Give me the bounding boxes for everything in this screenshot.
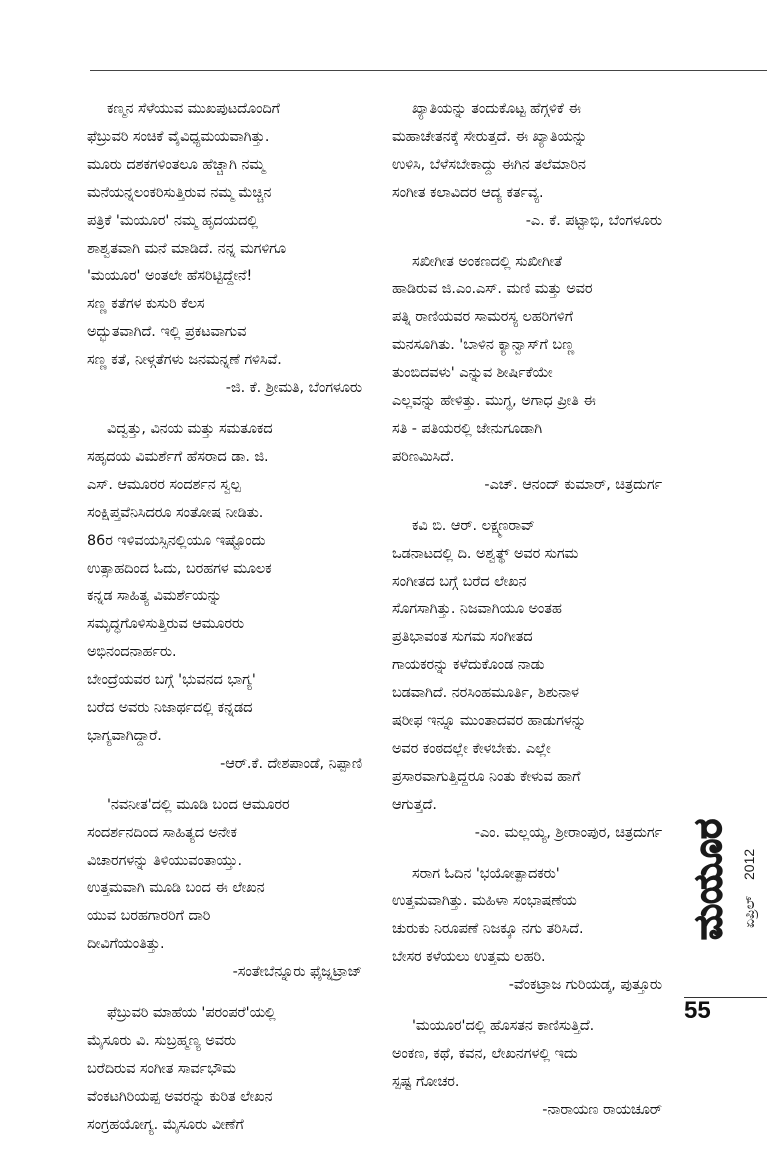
letter-signature: -ಜಿ. ಕೆ. ಶ್ರೀಮತಿ, ಬೆಂಗಳೂರು (225, 380, 362, 397)
top-rule (90, 70, 767, 71)
letter-line: 86ರ ಇಳಿವಯಸ್ಸಿನಲ್ಲಿಯೂ ಇಷ್ಟೊಂದು (87, 532, 266, 549)
letter-line: ಅದ್ಭುತವಾಗಿದೆ. ಇಲ್ಲಿ ಪ್ರಕಟವಾಗುವ (87, 324, 247, 341)
letter-line: ಉಳಿಸಿ, ಬೆಳೆಸಬೇಕಾದ್ದು ಈಗಿನ ತಲೆಮಾರಿನ (392, 156, 586, 173)
letter-line: ಸಹೃದಯ ವಿಮರ್ಶೆಗೆ ಹೆಸರಾದ ಡಾ. ಜಿ. (87, 448, 269, 465)
letter-line: ಸಂಗೀತದ ಬಗ್ಗೆ ಬರೆದ ಲೇಖನ (392, 573, 527, 590)
letter-line: ಸತಿ - ಪತಿಯರಲ್ಲಿ ಜೇನುಗೂಡಾಗಿ (392, 420, 543, 437)
letter-signature: -ಸಂತೇಬೆನ್ನೂರು ಫೈಜ್ನಟ್ರಾಜ್ (232, 964, 362, 981)
letter-line: ಮನಸೂಗಿತು. 'ಬಾಳಿನ ಕ್ಯಾನ್ವಾಸ್‌ಗೆ ಬಣ್ಣ (392, 337, 575, 354)
letter-line: ಸಣ್ಣ ಕತೆ, ನೀಳ್ಗತೆಗಳು ಜನಮನ್ನಣೆ ಗಳಿಸಿವೆ. (87, 352, 282, 369)
letter-signature: -ಆರ್.ಕೆ. ದೇಶಪಾಂಡೆ, ನಿಪ್ಪಾಣಿ (220, 755, 362, 772)
letter-line: ವಿದ್ವತ್ತು, ವಿನಯ ಮತ್ತು ಸಮತೂಕದ (107, 420, 273, 437)
page-number: 55 (684, 997, 711, 1024)
letter-line: ಸಂಗ್ರಹಯೋಗ್ಯ. ಮೈಸೂರು ವೀಣೆಗೆ (87, 1116, 244, 1133)
letter-line: ಬಡವಾಗಿದೆ. ನರಸಿಂಹಮೂರ್ತಿ, ಶಿಶುನಾಳ (392, 685, 579, 702)
reader-letter (392, 861, 662, 1001)
letter-line: ಸಮೃದ್ಧಗೊಳಿಸುತ್ತಿರುವ ಆಮೂರರು (87, 616, 245, 633)
masthead-title: ಮಯೂರ (686, 818, 730, 940)
letter-line: ಮೈಸೂರು ವಿ. ಸುಬ್ರಹ್ಮಣ್ಯ ಅವರು (87, 1033, 236, 1049)
letter-line: ಮನೆಯನ್ನಲಂಕರಿಸುತ್ತಿರುವ ನಮ್ಮ ಮೆಚ್ಚಿನ (87, 184, 272, 201)
letter-line: ಸಣ್ಣ ಕತೆಗಳ ಕುಸುರಿ ಕೆಲಸ (87, 296, 205, 313)
letter-line: ಉತ್ತಮವಾಗಿ ಮೂಡಿ ಬಂದ ಈ ಲೇಖನ (87, 880, 265, 897)
reader-letter (392, 96, 662, 236)
letter-line: ಅಂಕಣ, ಕಥೆ, ಕವನ, ಲೇಖನಗಳಲ್ಲಿ ಇದು (392, 1046, 578, 1062)
letter-line: 'ಮಯೂರ'ದಲ್ಲಿ ಹೊಸತನ ಕಾಣಿಸುತ್ತಿದೆ. (412, 1018, 595, 1035)
letter-line: ಎಸ್. ಆಮೂರರ ಸಂದರ್ಶನ ಸ್ವಲ್ಪ (87, 476, 241, 493)
letter-line: ವೆಂಕಟಗಿರಿಯಪ್ಪ ಅವರನ್ನು ಕುರಿತ ಲೇಖನ (87, 1088, 273, 1105)
letter-signature: -ಎಂ. ಮಲ್ಲಯ್ಯ, ಶ್ರೀರಾಂಪುರ, ಚಿತ್ರದುರ್ಗ (474, 824, 662, 841)
issue-year: 2012 (741, 848, 757, 880)
reader-letter (87, 416, 362, 779)
letter-line: ಹಾಡಿರುವ ಜಿ.ಎಂ.ಎಸ್. ಮಣಿ ಮತ್ತು ಅವರ (392, 281, 593, 298)
reader-letter (87, 96, 362, 403)
letter-line: ಖ್ಯಾತಿಯನ್ನು ತಂದುಕೊಟ್ಟ ಹೆಗ್ಗಳಿಕೆ ಈ (412, 101, 581, 117)
letter-line: ಚುರುಕು ನಿರೂಪಣೆ ನಿಜಕ್ಕೂ ನಗು ತರಿಸಿದೆ. (392, 921, 584, 938)
letter-line: ಭಾಗ್ಯವಾಗಿದ್ದಾರೆ. (87, 727, 162, 744)
letter-line: ಸೊಗಸಾಗಿತ್ತು. ನಿಜವಾಗಿಯೂ ಅಂತಹ (392, 601, 562, 618)
reader-letter (392, 249, 662, 500)
letter-signature: -ನಾರಾಯಣ ರಾಯಚೂರ್ (542, 1101, 662, 1118)
letter-line: ಕವಿ ಬಿ. ಆರ್. ಲಕ್ಷ್ಮಣರಾವ್ (412, 517, 535, 534)
letter-line: ಬೇಂದ್ರೆಯವರ ಬಗ್ಗೆ 'ಭುವನದ ಭಾಗ್ಯ' (87, 672, 256, 689)
letter-line: ಗಾಯಕರನ್ನು ಕಳೆದುಕೊಂಡ ನಾಡು (392, 657, 545, 674)
letter-line: ಕಣ್ಮನ ಸೆಳೆಯುವ ಮುಖಪುಟದೊಂದಿಗೆ (107, 101, 280, 117)
masthead-logo (677, 800, 767, 990)
letter-line: 'ಮಯೂರ' ಅಂತಲೇ ಹೆಸರಿಟ್ಟಿದ್ದೇನೆ! (87, 268, 253, 285)
letter-line: ಸಖೀಗೀತ ಅಂಕಣದಲ್ಲಿ ಸುಖೀಗೀತೆ (412, 253, 563, 270)
letter-line: ವಿಚಾರಗಳನ್ನು ತಿಳಿಯುವಂತಾಯ್ತು. (87, 852, 243, 869)
letter-line: ಪರಿಣಮಿಸಿದೆ. (392, 448, 455, 465)
letter-line: ಬರೆದಿರುವ ಸಂಗೀತ ಸಾರ್ವಭೌಮ (87, 1060, 236, 1077)
letter-signature: -ಎಚ್. ಆನಂದ್ ಕುಮಾರ್, ಚಿತ್ರದುರ್ಗ (484, 476, 662, 493)
right-column (392, 96, 662, 1138)
letter-line: ಉತ್ಸಾಹದಿಂದ ಓದು, ಬರಹಗಳ ಮೂಲಕ (87, 560, 272, 577)
issue-month: ಏಪ್ರಿಲ್ (742, 895, 758, 928)
reader-letter (392, 1013, 662, 1125)
letter-line: ಪತ್ರಿಕೆ 'ಮಯೂರ' ನಮ್ಮ ಹೃದಯದಲ್ಲಿ (87, 212, 259, 229)
letter-line: ಒಡನಾಟದಲ್ಲಿ ದಿ. ಅಶ್ವತ್ಥ್ ಅವರ ಸುಗಮ (392, 545, 579, 562)
letter-line: ಎಲ್ಲವನ್ನು ಹೇಳಿತ್ತು. ಮುಗ್ಧ, ಅಗಾಧ ಪ್ರೀತಿ ಈ (392, 393, 596, 410)
letter-line: ಪತ್ನಿ ರಾಣಿಯವರ ಸಾಮರಸ್ಯ ಲಹರಿಗಳಿಗೆ (392, 309, 574, 326)
letter-signature: -ವೆಂಕಟ್ರಾಜ ಗುರಿಯಡ್ಕ, ಪುತ್ತೂರು (508, 977, 662, 994)
letter-line: ಫೆಬ್ರುವರಿ ಮಾಹೆಯ 'ಪರಂಪರೆ'ಯಲ್ಲಿ (107, 1005, 276, 1022)
letter-line: ಬೇಸರ ಕಳೆಯಲು ಉತ್ತಮ ಲಹರಿ. (392, 949, 546, 966)
letter-line: ಷರೀಫ ಇನ್ನೂ ಮುಂತಾದವರ ಹಾಡುಗಳನ್ನು (392, 713, 587, 730)
letter-line: ದೀವಿಗೆಯಂತಿತ್ತು. (87, 936, 165, 953)
letter-line: ಅವರ ಕಂಠದಲ್ಲೇ ಕೇಳಬೇಕು. ಎಲ್ಲೇ (392, 740, 551, 757)
letter-line: ಬರೆದ ಅವರು ನಿಜಾರ್ಥದಲ್ಲಿ ಕನ್ನಡದ (87, 700, 253, 717)
letter-line: ಅಭಿನಂದನಾರ್ಹರು. (87, 644, 177, 661)
letter-line: ಆಗುತ್ತದೆ. (392, 796, 437, 813)
letter-line: ಮೂರು ದಶಕಗಳಿಂತಲೂ ಹೆಚ್ಚಾಗಿ ನಮ್ಮ (87, 156, 265, 173)
letter-line: ಪ್ರತಿಭಾವಂತ ಸುಗಮ ಸಂಗೀತದ (392, 629, 533, 646)
letter-line: ಶಾಶ್ವತವಾಗಿ ಮನೆ ಮಾಡಿದೆ. ನನ್ನ ಮಗಳಿಗೂ (87, 240, 287, 257)
letter-signature: -ಎ. ಕೆ. ಪಟ್ಟಾಭಿ, ಬೆಂಗಳೂರು (525, 212, 662, 229)
letter-line: ಸ್ಪಷ್ಟ ಗೋಚರ. (392, 1073, 460, 1090)
letter-line: ಉತ್ತಮವಾಗಿತ್ತು. ಮಹಿಳಾ ಸಂಭಾಷಣೆಯ (392, 893, 577, 910)
reader-letter (87, 792, 362, 987)
letter-line: ಸಂಗೀತ ಕಲಾವಿದರ ಆದ್ಯ ಕರ್ತವ್ಯ. (392, 184, 544, 201)
letter-line: ಪ್ರಸಾರವಾಗುತ್ತಿದ್ದರೂ ನಿಂತು ಕೇಳುವ ಹಾಗೆ (392, 768, 581, 785)
left-column (87, 96, 362, 1153)
reader-letter (392, 513, 662, 848)
letter-line: ಯುವ ಬರಹಗಾರರಿಗೆ ದಾರಿ (87, 908, 211, 925)
letter-line: ಸಂದರ್ಶನದಿಂದ ಸಾಹಿತ್ಯದ ಅನೇಕ (87, 824, 237, 841)
letter-line: 'ನವನೀತ'ದಲ್ಲಿ ಮೂಡಿ ಬಂದ ಆಮೂರರ (107, 796, 290, 813)
reader-letter (87, 1000, 362, 1140)
letter-line: ತುಂಬಿದವಳು' ಎನ್ನುವ ಶೀರ್ಷಿಕೆಯೇ (392, 365, 553, 382)
letter-line: ಕನ್ನಡ ಸಾಹಿತ್ಯ ವಿಮರ್ಶೆಯನ್ನು (87, 588, 222, 605)
letter-line: ಫೆಬ್ರುವರಿ ಸಂಚಿಕೆ ವೈವಿಧ್ಯಮಯವಾಗಿತ್ತು. (87, 128, 270, 145)
letter-line: ಮಹಾಚೇತನಕ್ಕೆ ಸೇರುತ್ತದೆ. ಈ ಖ್ಯಾತಿಯನ್ನು (392, 128, 588, 145)
letter-line: ಸಂಕ್ಷಿಪ್ತವೆನಿಸಿದರೂ ಸಂತೋಷ ನೀಡಿತು. (87, 504, 264, 521)
letter-line: ಸರಾಗ ಓದಿನ 'ಭಯೋತ್ಪಾದಕರು' (412, 865, 560, 882)
